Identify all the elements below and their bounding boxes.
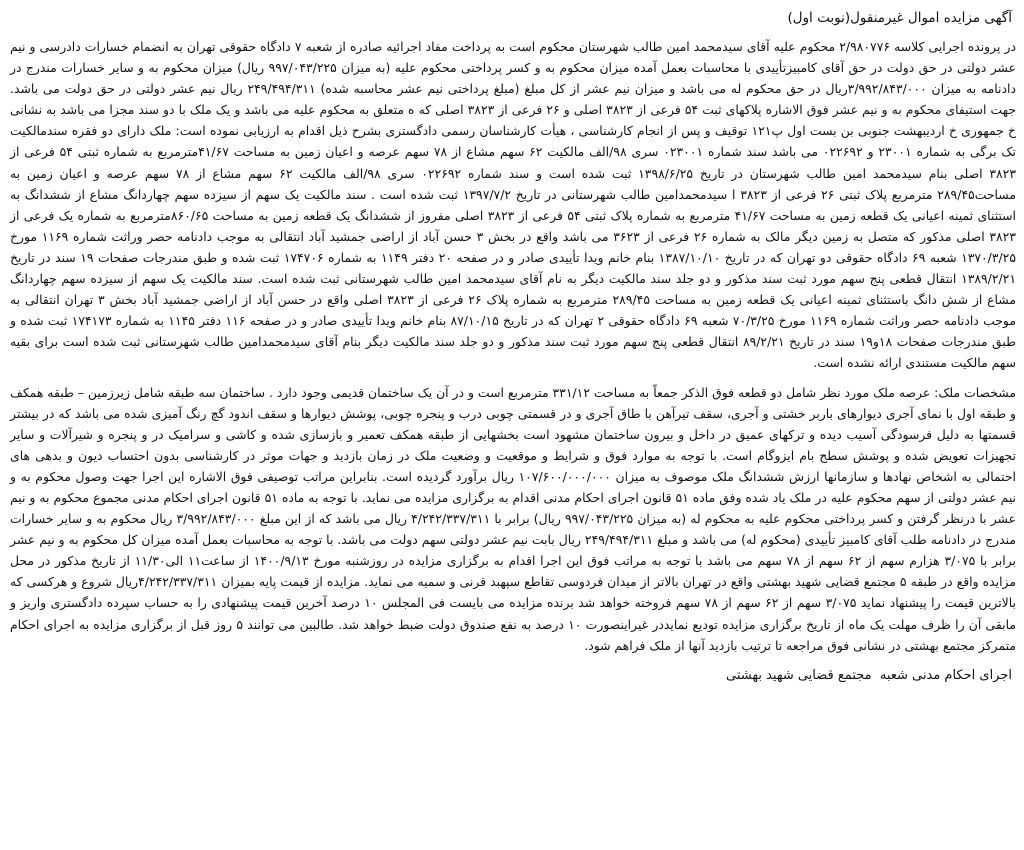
notice-document — [10, 6, 1018, 844]
notice-signature: اجرای احکام مدنی شعبه مجتمع قضایی شهید بهشتی — [725, 667, 1012, 683]
notice-paragraph-property-specs: مشخصات ملک: عرصه ملک مورد نظر شامل دو قطعه فوق الذکر جمعاً به مساحت ۳۳۱/۱۲ مترمربع است و در آن یک ساختمان قدیمی وجود دارد . ساختمان سه طبقه شامل زیرزمین – طبقه همکف و طبقه اول با نمای آجری دیوارهای باربر خشتی و آجری، سقف تیرآهن با طاق آجری و در قسمتی چوبی درب و پنجره چوبی، پوشش دیوارها و سقف اندود گچ رنگ آمیزی شده می باشد که در بیشتر قسمتها به دلیل فرسودگی آسیب دیده و ترکهای عمیق در داخل و بیرون ساختمان مشهود است بخشهایی از طبقه همکف تعمیر و بازسازی شده و کاشی و سرامیک در و پنجره و شیرآلات و سایر تجهیزات تعویض شده و پوشش سطح بام ایزوگام است. با توجه به موارد فوق و شرایط و موقعیت و وضعیت ملک در زمان بازدید و جهات موثر در کارشناسی بدون احتساب دیون و بدهی های احتمالی به اشخاص نهادها و سازمانها ارزش ششدانگ ملک موصوف به میزان ۱۰۷/۶۰۰/۰۰۰/۰۰۰ ریال برآورد گردیده است. بنابراین مراتب توصیفی فوق الاشاره این اجرا جهت وصول محکوم به و نیم عشر دولتی از سهم محکوم علیه در ملک یاد شده وفق ماده ۵۱ قانون اجرای احکام مدنی اقدام به برگزاری مزایده می نماید. با توجه به ماده ۵۱ قانون اجرای احکام مدنی مجموع محکوم به و نیم عشر با درنظر گرفتن و کسر پرداختی محکوم علیه به محکوم له (به میزان ۹۹۷/۰۴۳/۲۲۵ ریال) برابر با ۴/۲۴۲/۳۳۷/۳۱۱ ریال می باشد که از این مبلغ ۳/۹۹۲/۸۴۳/۰۰۰ ریال محکوم به و سایر خسارات مندرج در دادنامه طلب آقای کامبیز تأییدی (محکوم له) می باشد و مبلغ ۲۴۹/۴۹۴/۳۱۱ ریال بابت نیم عشر دولتی سهم دولت می باشد. با توجه به محاسبات بعمل آمده میزان کل محکوم به و نیم عشر برابر با ۳/۰۷۵ هزارم سهم از ۶۲ سهم از ۷۸ سهم می باشد با توجه به مراتب فوق این اجرا اقدام به برگزاری مزایده در روزشنبه مورخ ۱۴۰۰/۹/۱۳ از ساعت۱۱ الی۱۱/۳۰ از تاریخ مذکور در محل مزایده واقع در طبقه ۵ مجتمع قضایی شهید بهشتی واقع در تهران بالاتر از میدان فردوسی تقاطع سپهبد قرنی و سمیه می نماید. مزایده از قیمت پایه بمیزان ۴/۲۴۲/۳۳۷/۳۱۱ریال شروع و هرکسی که بالاترین قیمت را پیشنهاد نماید ۳/۰۷۵ سهم از ۶۲ سهم از ۷۸ سهم فروخته خواهد شد برنده مزایده می بایست فی المجلس ۱۰ درصد آخرین قیمت پیشنهادی را به حساب سپرده دادگستری واریز و مابقی آن را ظرف مهلت یک ماه از تاریخ برگزاری مزایده تودیع نمایددر غیراینصورت ۱۰ درصد به نفع صندوق دولت ضبط خواهد شد. طالبین می توانند ۵ روز قبل از برگزاری مزایده به اجرای احکام متمرکز مجتمع بهشتی در نشانی فوق مراجعه تا ترتیب بازدید آنها از ملک فراهم شود. — [10, 384, 1017, 653]
notice-footer — [10, 666, 1018, 686]
notice-title: آگهی مزایده اموال غیرمنقول(نوبت اول) — [787, 10, 1012, 26]
notice-paragraph-case-details: در پرونده اجرایی کلاسه ۲/۹۸۰۷۷۶ محکوم علیه آقای سیدمحمد امین طالب شهرستان محکوم است به پرداخت مفاد اجرائیه صادره از شعبه ۷ دادگاه حقوقی تهران به انضمام خسارات دادرسی و نیم عشر دولتی در حق دولت در حق آقای کامبیزتأییدی با محاسبات بعمل آمده میزان محکوم به و کسر پرداختی محکوم علیه (به میزان ۹۹۷/۰۴۳/۲۲۵ ریال) میزان محکوم به و سایر خسارات مندرج در دادنامه به میزان ۳/۹۹۲/۸۴۳/۰۰۰ریال در حق محکوم له می باشد و میزان نیم عشر از کل مبلغ (مبلغ پرداختی نیم عشر محاسبه شده) ۲۴۹/۴۹۴/۳۱۱ ریال نیم عشر دولتی در حق دولت می باشد. جهت استیفای محکوم به و نیم عشر فوق الاشاره پلاکهای ثبت ۵۴ فرعی از ۳۸۲۳ اصلی و ۲۶ فرعی از ۳۸۲۳ اصلی که ه متعلق به محکوم علیه می باشد و یک ملک با دو سند مجزا می باشد به نشانی خ جمهوری خ اردیبهشت جنوبی بن بست اول پ۱۲۱ توقیف و پس از انجام کارشناسی ، هیأت کارشناسان رسمی دادگستری بشرح ذیل اقدام به ارزیابی نموده است: ملک دارای دو فقره سندمالکیت تک برگی به شماره ۲۳۰۰۱ و ۰۲۲۶۹۲ می باشد سند شماره ۰۲۳۰۰۱ سری ۹۸/الف مالکیت ۶۲ سهم مشاع از ۷۸ سهم عرصه و اعیان زمین به مساحت ۴۱/۶۷مترمربع به شماره ثبتی ۵۴ فرعی از ۳۸۲۳ اصلی بنام سیدمحمد امین طالب شهرستان در تاریخ ۱۳۹۸/۶/۲۵ ثبت شده است و سند شماره ۰۲۲۶۹۲ سری ۹۸/الف مالکیت ۶۲ سهم مشاع از ۷۸ سهم عرصه و اعیان زمین به مساحت۲۸۹/۴۵ مترمربع پلاک ثبتی ۲۶ فرعی از ۳۸۲۳ ا سیدمحمدامین طالب شهرستانی در تاریخ ۱۳۹۷/۷/۲ ثبت شده است . سند مالکیت یک سهم از سیزده سهم چهاردانگ مشاع از ششدانگ به استثنای ثمینه اعیانی یک قطعه زمین به مساحت ۴۱/۶۷ مترمربع به شماره پلاک ثبتی ۵۴ فرعی از ۳۸۲۳ اصلی مفروز از ششدانگ یک قطعه زمین به مساحت ۸۶۰/۶۵مترمربع به شماره یک فرعی از ۳۸۲۳ اصلی مذکور که متصل به زمین دیگر مالک به شماره ۲۶ فرعی از ۳۶۲۳ می باشد واقع در بخش ۳ حسن آباد از اراضی جمشید آباد انتقالی به موجب دادنامه حصر وراثت شماره ۱۱۶۹ مورخ ۱۳۷۰/۳/۲۵ شعبه ۶۹ دادگاه حقوقی دو تهران که در تاریخ ۱۳۸۷/۱۰/۱۰ بنام خانم ویدا تأییدی صادر و در صفحه ۲۰ دفتر ۱۱۴۹ به شماره ۱۷۴۷۰۶ ثبت شده و طبق مندرجات صفحات ۱۹ سند در تاریخ ۱۳۸۹/۲/۲۱ انتقال قطعی پنج سهم مورد ثبت سند مذکور و دو جلد سند مالکیت دیگر به نام آقای سیدمحمد امین طالب شهرستانی ثبت شده است. سند مالکیت یک سهم از سیزده سهم چهاردانگ مشاع از شش دانگ باستثنای ثمینه اعیانی یک قطعه زمین به مساحت ۲۸۹/۴۵ مترمربع به شماره پلاک ۲۶ فرعی از ۳۸۲۳ اصلی واقع در حسن آباد از اراضی جمشید آباد بخش ۳ تهران انتقالی به موجب دادنامه حصر وراثت شماره ۱۱۶۹ مورخ ۷۰/۳/۲۵ شعبه ۶۹ دادگاه حقوقی ۲ تهران که در تاریخ ۸۷/۱۰/۱۵ بنام خانم ویدا تأییدی صادر و در صفحه ۱۱۶ دفتر ۱۱۴۵ به شماره ۱۷۴۱۷۳ ثبت شده و طبق مندرجات صفحات ۱۸و۱۹ سند در تاریخ ۸۹/۲/۲۱ انتقال قطعی پنج سهم مورد ثبت سند مذکور و دو جلد سند مالکیت دیگر بنام آقای سیدمحمدامین طالب شهرستانی ثبت شده است برای بقیه سهم مالکیت مستندی ارائه نشده است. — [10, 39, 1017, 371]
